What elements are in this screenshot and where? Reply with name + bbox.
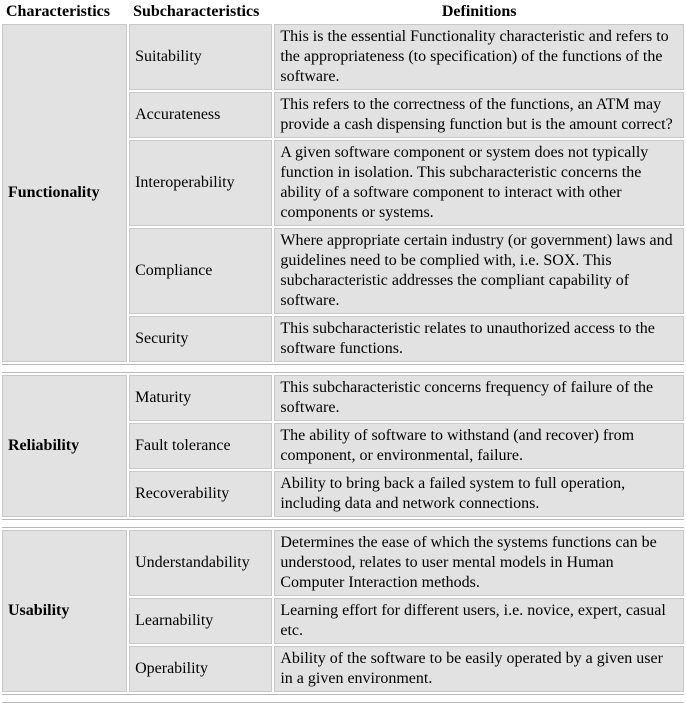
group-separator xyxy=(2,364,684,373)
table-row xyxy=(2,375,684,421)
subcharacteristic-cell: Maturity xyxy=(129,375,272,421)
header-definitions: Definitions xyxy=(274,2,684,22)
definition-cell: Learning effort for different users, i.e. novice, expert, casual etc. xyxy=(274,598,684,644)
definition-cell: Ability of the software to be easily operated by a given user in a given environment. xyxy=(274,646,684,692)
subcharacteristic-cell: Understandability xyxy=(129,530,272,596)
definition-cell: This subcharacteristic relates to unauthorized access to the software functions. xyxy=(274,316,684,362)
definition-cell: A given software component or system does not typically function in isolation. This subcharacteristic concerns the ability of a software component to interact with other components or systems. xyxy=(274,140,684,226)
definition-cell: The ability of software to withstand (and recover) from component, or environmental, failure. xyxy=(274,423,684,469)
definition-cell: Where appropriate certain industry (or government) laws and guidelines need to be complied with, i.e. SOX. This subcharacteristic addresses the compliant capability of software. xyxy=(274,228,684,314)
characteristic-functionality: Functionality xyxy=(2,24,127,362)
header-row xyxy=(2,2,684,22)
header-characteristics: Characteristics xyxy=(2,2,127,22)
group-separator xyxy=(2,694,684,703)
subcharacteristic-cell: Operability xyxy=(129,646,272,692)
table-row xyxy=(2,530,684,596)
separator-cell xyxy=(2,519,684,528)
subcharacteristic-cell: Interoperability xyxy=(129,140,272,226)
table-row xyxy=(2,24,684,90)
separator-cell xyxy=(2,364,684,373)
definition-cell: Determines the ease of which the systems functions can be understood, relates to user mental models in Human Computer Interaction methods. xyxy=(274,530,684,596)
subcharacteristic-cell: Security xyxy=(129,316,272,362)
subcharacteristic-cell: Compliance xyxy=(129,228,272,314)
header-subcharacteristics: Subcharacteristics xyxy=(129,2,272,22)
separator-cell xyxy=(2,694,684,703)
table-body xyxy=(2,24,684,703)
definition-cell: Ability to bring back a failed system to full operation, including data and network connections. xyxy=(274,471,684,517)
characteristic-reliability: Reliability xyxy=(2,375,127,517)
group-separator xyxy=(2,519,684,528)
subcharacteristic-cell: Recoverability xyxy=(129,471,272,517)
subcharacteristic-cell: Suitability xyxy=(129,24,272,90)
definition-cell: This is the essential Functionality characteristic and refers to the appropriateness (to specification) of the functions of the software. xyxy=(274,24,684,90)
subcharacteristic-cell: Fault tolerance xyxy=(129,423,272,469)
subcharacteristic-cell: Learnability xyxy=(129,598,272,644)
definition-cell: This refers to the correctness of the functions, an ATM may provide a cash dispensing function but is the amount correct? xyxy=(274,92,684,138)
table-header xyxy=(2,2,684,22)
characteristic-usability: Usability xyxy=(2,530,127,692)
subcharacteristic-cell: Accurateness xyxy=(129,92,272,138)
definition-cell: This subcharacteristic concerns frequency of failure of the software. xyxy=(274,375,684,421)
